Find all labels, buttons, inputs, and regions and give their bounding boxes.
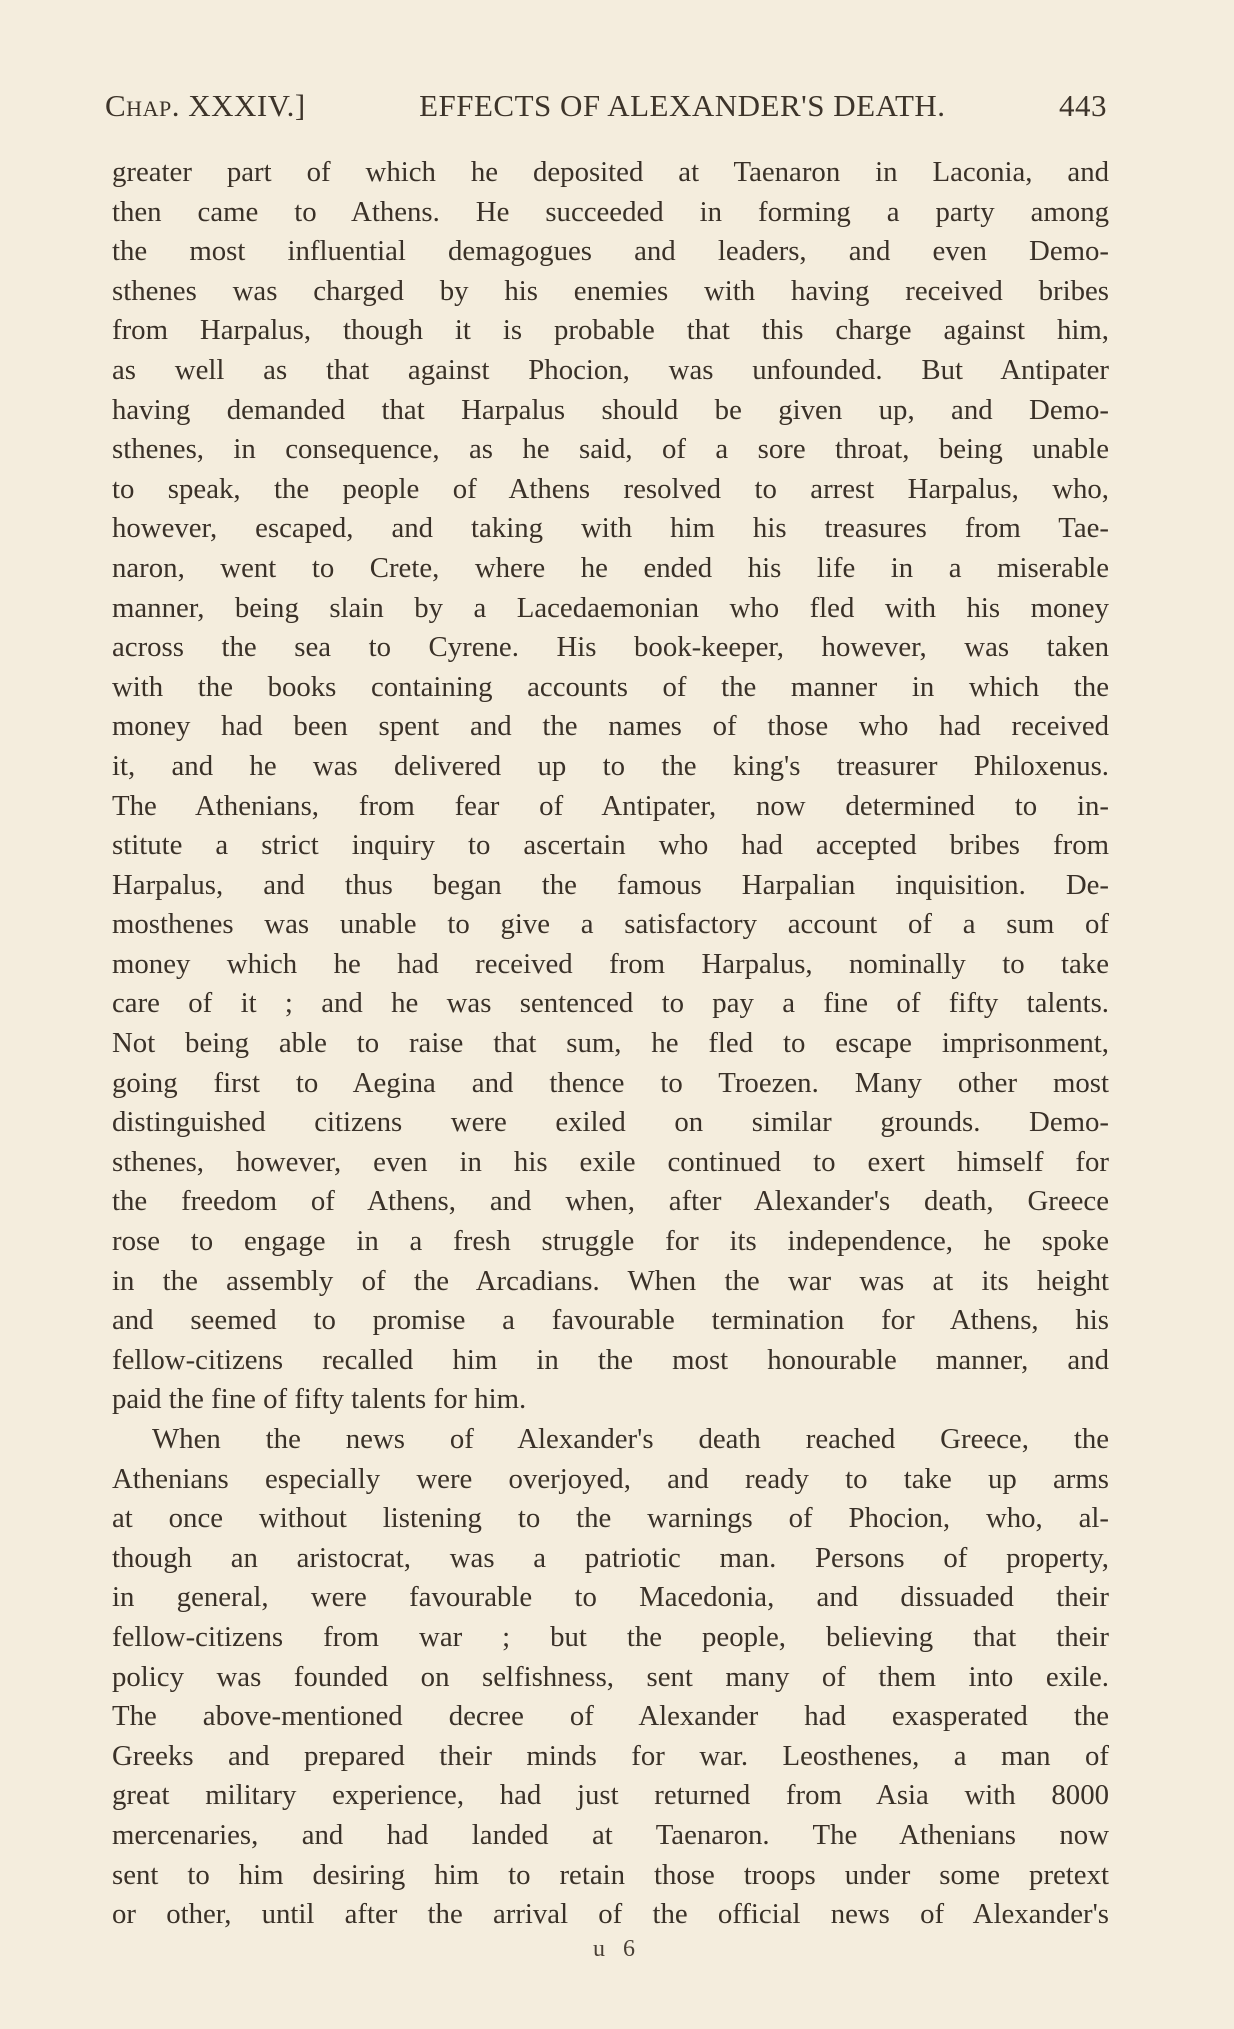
text-line: Athenians especially were overjoyed, and ready to take up arms xyxy=(112,1462,1109,1495)
text-line: having demanded that Harpalus should be given up, and Demo- xyxy=(112,393,1109,426)
text-line: the freedom of Athens, and when, after Alexander's death, Greece xyxy=(112,1185,1109,1218)
signature-mark: u 6 xyxy=(593,1936,641,1962)
text-line: as well as that against Phocion, was unfounded. But Antipater xyxy=(112,353,1109,386)
text-line: and seemed to promise a favourable termination for Athens, his xyxy=(112,1304,1109,1337)
text-line: however, escaped, and taking with him his treasures from Tae- xyxy=(112,512,1109,545)
text-line: in general, were favourable to Macedonia, and dissuaded their xyxy=(112,1581,1109,1614)
text-line: When the news of Alexander's death reached Greece, the xyxy=(152,1423,1109,1455)
text-line: from Harpalus, though it is probable that this charge against him, xyxy=(112,314,1109,347)
text-line: going first to Aegina and thence to Troezen. Many other most xyxy=(112,1066,1109,1099)
text-line: or other, until after the arrival of the official news of Alexander's xyxy=(112,1898,1109,1931)
text-line: at once without listening to the warnings of Phocion, who, al- xyxy=(112,1502,1109,1535)
text-line: it, and he was delivered up to the king's treasurer Philoxenus. xyxy=(112,749,1109,782)
text-line: Harpalus, and thus began the famous Harpalian inquisition. De- xyxy=(112,868,1109,901)
text-line: fellow-citizens from war ; but the people, believing that their xyxy=(112,1620,1109,1653)
text-line: in the assembly of the Arcadians. When the war was at its height xyxy=(112,1264,1109,1297)
page-number: 443 xyxy=(1059,88,1107,123)
text-line: sthenes, in consequence, as he said, of a sore throat, being unable xyxy=(112,433,1109,466)
text-line: greater part of which he deposited at Taenaron in Laconia, and xyxy=(112,156,1109,188)
text-line: Greeks and prepared their minds for war. Leosthenes, a man of xyxy=(112,1739,1109,1772)
text-line: care of it ; and he was sentenced to pay a fine of fifty talents. xyxy=(112,987,1109,1020)
text-line: sthenes was charged by his enemies with having received bribes xyxy=(112,274,1109,307)
body-text xyxy=(112,153,1109,1935)
text-line: great military experience, had just returned from Asia with 8000 xyxy=(112,1779,1109,1812)
text-line: naron, went to Crete, where he ended his life in a miserable xyxy=(112,551,1109,584)
text-line: stitute a strict inquiry to ascertain who had accepted bribes from xyxy=(112,829,1109,862)
header-title: EFFECTS OF ALEXANDER'S DEATH. xyxy=(419,88,946,123)
text-line: fellow-citizens recalled him in the most honourable manner, and xyxy=(112,1343,1109,1376)
text-line: The Athenians, from fear of Antipater, now determined to in- xyxy=(112,789,1109,822)
chapter-label: Chap. XXXIV.] xyxy=(105,88,306,123)
text-line: rose to engage in a fresh struggle for its independence, he spoke xyxy=(112,1225,1109,1258)
text-line: distinguished citizens were exiled on similar grounds. Demo- xyxy=(112,1106,1109,1139)
text-line: The above-mentioned decree of Alexander had exasperated the xyxy=(112,1700,1109,1733)
text-line: sent to him desiring him to retain those troops under some pretext xyxy=(112,1858,1109,1891)
text-line: across the sea to Cyrene. His book-keeper, however, was taken xyxy=(112,631,1109,664)
running-header xyxy=(105,88,1107,124)
text-line: sthenes, however, even in his exile continued to exert himself for xyxy=(112,1145,1109,1178)
text-line: manner, being slain by a Lacedaemonian who fled with his money xyxy=(112,591,1109,624)
text-line: paid the fine of fifty talents for him. xyxy=(112,1383,527,1416)
text-line: mercenaries, and had landed at Taenaron. The Athenians now xyxy=(112,1818,1109,1851)
text-line: money which he had received from Harpalus, nominally to take xyxy=(112,947,1109,980)
text-line: then came to Athens. He succeeded in forming a party among xyxy=(112,195,1109,228)
text-line: money had been spent and the names of those who had received xyxy=(112,710,1109,743)
text-line: with the books containing accounts of the manner in which the xyxy=(112,670,1109,703)
text-line: the most influential demagogues and leaders, and even Demo- xyxy=(112,235,1109,268)
text-line: Not being able to raise that sum, he fled to escape imprisonment, xyxy=(112,1027,1109,1060)
text-line: mosthenes was unable to give a satisfactory account of a sum of xyxy=(112,908,1109,941)
text-line: to speak, the people of Athens resolved to arrest Harpalus, who, xyxy=(112,472,1109,505)
text-line: policy was founded on selfishness, sent many of them into exile. xyxy=(112,1660,1109,1693)
text-line: though an aristocrat, was a patriotic man. Persons of property, xyxy=(112,1541,1109,1574)
